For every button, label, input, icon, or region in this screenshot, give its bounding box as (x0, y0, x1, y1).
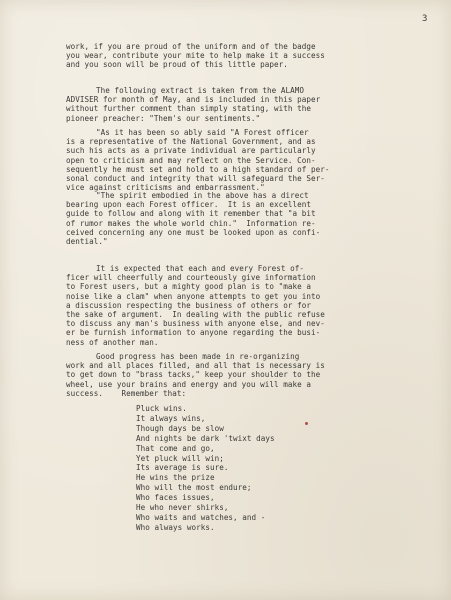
paragraph-line: ness of another man. (66, 337, 159, 347)
poem-line: Who will the most endure; (136, 483, 252, 493)
page-number: 3 (422, 14, 428, 24)
paragraph-line: dential." (66, 237, 108, 246)
paragraph-line: a discussion respecting the business of others or for (66, 300, 311, 310)
poem-line: He who never shirks, (136, 503, 229, 512)
paragraph-line: guide to follow and along with it remember that "a bit (66, 209, 316, 219)
paragraph-line: ADVISER for month of May, and is included in this paper (66, 95, 321, 105)
paragraph-line: the sake of argument. In dealing with the public refuse (66, 310, 325, 319)
paragraph-line: pioneer preacher: "Them's our sentiments." (66, 113, 261, 123)
paragraph-line: sequently he must set and hold to a high standard of per- (66, 164, 330, 174)
paragraph-line: to Forest users, but a mighty good plan is to "make a (66, 282, 311, 292)
poem-line: Though days be slow (136, 423, 224, 433)
paragraph-line: you wear, contribute your mite to help make it a success (66, 51, 325, 61)
paragraph-line: and you soon will be proud of this little paper. (66, 60, 288, 70)
paragraph-line: to get down to "brass tacks," keep your shoulder to the (66, 370, 321, 380)
poem-line: Yet pluck will win; (136, 453, 224, 463)
paragraph-line: The following extract is taken from the ALAMO (96, 86, 304, 95)
paragraph-line: ficer will cheerfully and courteously give information (66, 273, 316, 283)
paragraph-line: is a representative of the National Government, and as (66, 137, 316, 147)
poem-line: Who faces issues, (136, 493, 215, 503)
paragraph-line: Good progress has been made in re-organizing (96, 352, 300, 361)
poem-line: That come and go, (136, 443, 215, 453)
poem-line: Pluck wins. (136, 404, 187, 413)
paragraph-line: "As it has been so ably said "A Forest officer (96, 128, 309, 137)
poem-line: Its average is sure. (136, 463, 229, 473)
paragraph-line: open to criticism and may reflect on the Service. Con- (66, 155, 316, 165)
paragraph-line: bearing upon each Forest officer. It is an excellent (66, 200, 311, 210)
paragraph-line: It is expected that each and every Forest of- (96, 264, 304, 273)
paragraph-line: noise like a clam" when anyone attempts to get you into (66, 291, 321, 301)
paragraph-line: without further comment than simply stating, with the (66, 104, 311, 114)
paragraph-line: ceived concerning any one must be looked upon as confi- (66, 227, 321, 237)
paragraph-line: vice against criticisms and embarrassment." (66, 183, 265, 193)
paragraph-line: work, if you are proud of the uniform and of the badge (66, 42, 316, 51)
paragraph-line: wheel, use your brains and energy and you will make a (66, 379, 311, 389)
paragraph-line: er be furnish information to anyone regarding the busi- (66, 328, 321, 338)
poem-line: And nights be dark 'twixt days (136, 433, 275, 443)
poem-line: Who waits and watches, and - (136, 512, 266, 522)
paragraph-line: "The spirit embodied in the above has a direct (96, 191, 309, 200)
paragraph-line: of rumor makes the whole world chin." Information re- (66, 218, 316, 228)
paragraph-line: such his acts as a private individual are particularly (66, 146, 316, 156)
poem-line: It always wins, (136, 413, 206, 423)
ink-mark (305, 422, 308, 425)
poem-line: Who always works. (136, 522, 215, 532)
poem-line: He wins the prize (136, 473, 215, 483)
paragraph-line: success. Remember that: (66, 388, 187, 398)
paragraph-line: work and all places filled, and all that is necessary is (66, 361, 325, 371)
paragraph-line: to discuss any man's business with anyone else, and nev- (66, 319, 325, 329)
paragraph-line: sonal conduct and integrity that will safeguard the Ser- (66, 174, 325, 183)
